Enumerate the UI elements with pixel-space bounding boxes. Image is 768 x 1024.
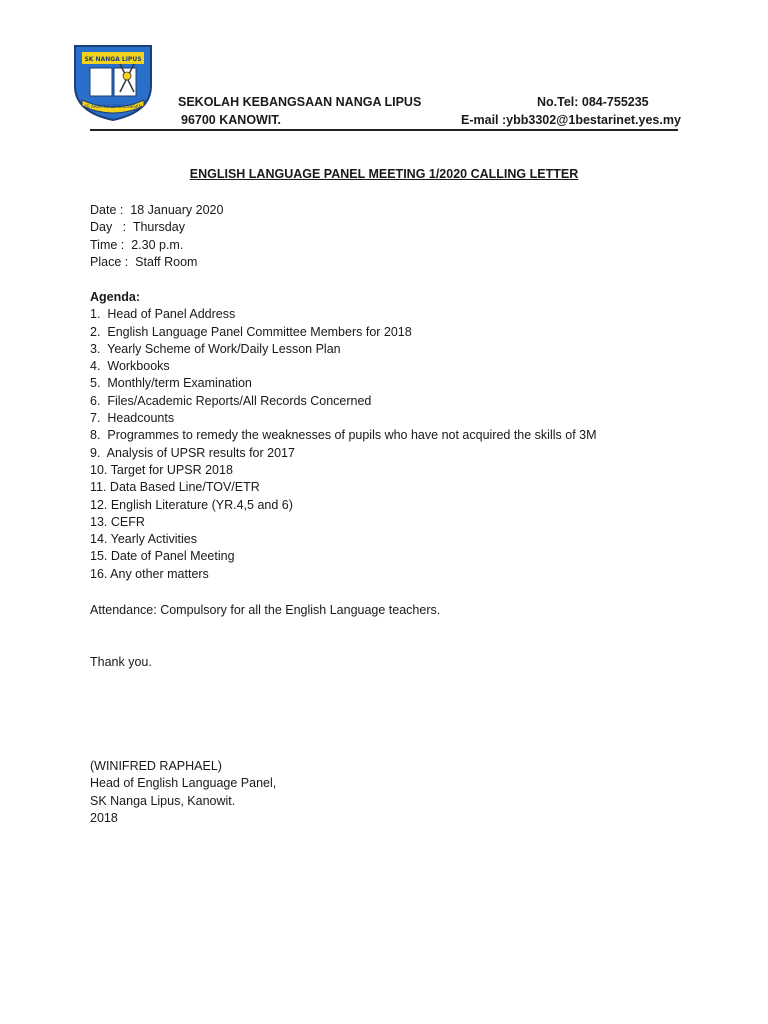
agenda-item: 14. Yearly Activities bbox=[90, 532, 198, 547]
agenda-item: 13. CEFR bbox=[90, 514, 145, 529]
school-email: E-mail :ybb3302@1bestarinet.yes.my bbox=[461, 113, 681, 127]
meeting-day: Day : Thursday bbox=[90, 220, 185, 235]
agenda-item: 12. English Literature (YR.4,5 and 6) bbox=[90, 497, 293, 512]
signatory-name: (WINIFRED RAPHAEL) bbox=[90, 759, 222, 773]
school-address: 96700 KANOWIT. bbox=[181, 113, 282, 127]
agenda-item: 16. Any other matters bbox=[90, 566, 209, 581]
letter-title: ENGLISH LANGUAGE PANEL MEETING 1/2020 CALLING LETTER bbox=[189, 167, 579, 181]
meeting-details bbox=[90, 202, 223, 271]
signatory-school: SK Nanga Lipus, Kanowit. bbox=[90, 793, 236, 808]
agenda-item: 3. Yearly Scheme of Work/Daily Lesson Plan bbox=[90, 341, 341, 356]
signature-year: 2018 bbox=[90, 810, 118, 825]
agenda bbox=[90, 289, 597, 583]
crest-ribbon-text: KE ARAH KECEMERLANGAN bbox=[84, 104, 142, 109]
signature-block bbox=[90, 758, 276, 827]
agenda-list bbox=[90, 306, 597, 583]
agenda-item: 10. Target for UPSR 2018 bbox=[90, 462, 233, 477]
agenda-item: 11. Data Based Line/TOV/ETR bbox=[90, 480, 260, 495]
signatory-position: Head of English Language Panel, bbox=[90, 776, 277, 791]
agenda-item: 9. Analysis of UPSR results for 2017 bbox=[90, 445, 295, 460]
school-crest-icon bbox=[70, 42, 156, 122]
attendance-note: Attendance: Compulsory for all the English Language teachers. bbox=[90, 603, 441, 617]
meeting-place: Place : Staff Room bbox=[90, 254, 198, 269]
crest-top-text: SK NANGA LIPUS bbox=[84, 56, 142, 63]
meeting-time: Time : 2.30 p.m. bbox=[90, 237, 184, 252]
closing-line: Thank you. bbox=[90, 655, 152, 669]
agenda-item: 8. Programmes to remedy the weaknesses of pupils who have not acquired the skills of 3M bbox=[90, 428, 597, 443]
school-name: SEKOLAH KEBANGSAAN NANGA LIPUS bbox=[178, 95, 422, 109]
agenda-item: 2. English Language Panel Committee Members for 2018 bbox=[90, 324, 412, 339]
agenda-item: 1. Head of Panel Address bbox=[90, 307, 236, 322]
school-phone: No.Tel: 084-755235 bbox=[537, 95, 649, 109]
agenda-item: 6. Files/Academic Reports/All Records Concerned bbox=[90, 393, 372, 408]
header-divider bbox=[90, 129, 678, 131]
agenda-heading: Agenda: bbox=[90, 290, 140, 304]
agenda-item: 15. Date of Panel Meeting bbox=[90, 549, 235, 564]
meeting-date: Date : 18 January 2020 bbox=[90, 203, 224, 217]
agenda-item: 4. Workbooks bbox=[90, 359, 170, 374]
agenda-item: 7. Headcounts bbox=[90, 411, 175, 426]
agenda-item: 5. Monthly/term Examination bbox=[90, 376, 252, 391]
